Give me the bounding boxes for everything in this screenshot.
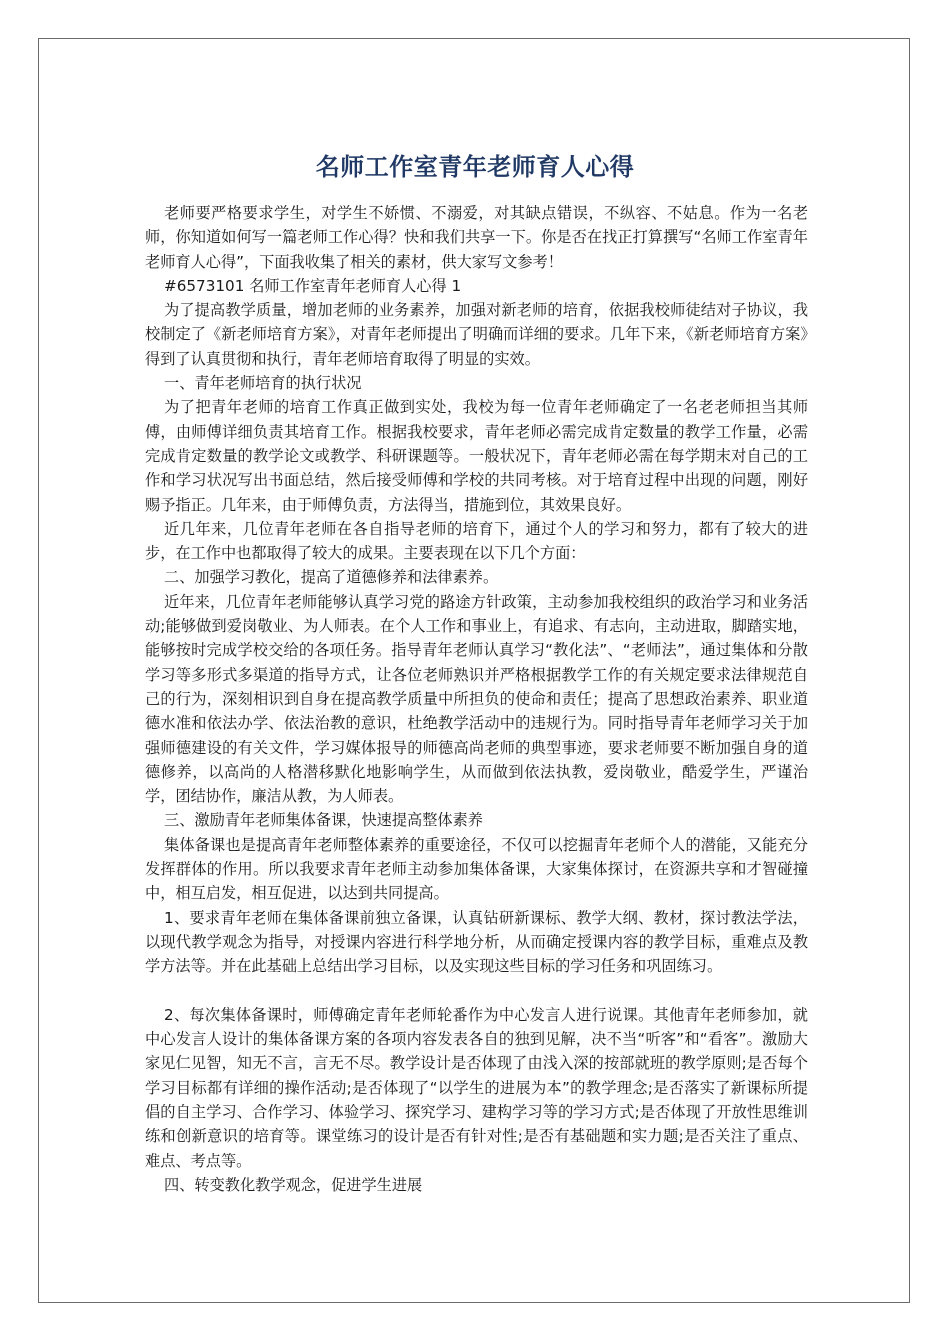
body-paragraph: 为了提高教学质量，增加老师的业务素养，加强对新老师的培育，依据我校师徒结对子协议，我校制定了《新老师培育方案》，对青年老师提出了明确而详细的要求。几年下来，《新老师培育方案》得到了认真贯彻和执行，青年老师培育取得了明显的实效。: [145, 301, 808, 368]
body-paragraph: 集体备课也是提高青年老师整体素养的重要途径，不仅可以挖掘青年老师个人的潜能，又能充分发挥群体的作用。所以我要求青年老师主动参加集体备课，大家集体探讨，在资源共享和才智碰撞中，相互启发，相互促进，以达到共同提高。: [145, 835, 808, 903]
body-paragraph: 近几年来，几位青年老师在各自指导老师的培育下，通过个人的学习和努力，都有了较大的进步，在工作中也都取得了较大的成果。主要表现在以下几个方面：: [145, 519, 808, 563]
article-heading: #6573101 名师工作室青年老师育人心得 1: [164, 276, 462, 295]
section-heading: 一、青年老师培育的执行状况: [164, 374, 362, 393]
numbered-paragraph: 2、每次集体备课时，师傅确定青年老师轮番作为中心发言人进行说课。其他青年老师参加，就中心发言人设计的集体备课方案的各项内容发表各自的独到见解，决不当“听客”和“看客”。激励大家见仁见智，知无不言，言无不尽。教学设计是否体现了由浅入深的按部就班的教学原则;是否每个学习目标都有详细的操作活动;是否体现了“以学生的进展为本”的教学理念;是否落实了新课标所提倡的自主学习、合作学习、体验学习、探究学习、建构学习等的学习方式;是否体现了开放性思维训练和创新意识的培育等。课堂练习的设计是否有针对性;是否有基础题和实力题;是否关注了重点、难点、考点等。: [145, 1005, 808, 1170]
section-heading: 二、加强学习教化，提高了道德修养和法律素养。: [164, 568, 499, 587]
body-paragraph: 为了把青年老师的培育工作真正做到实处，我校为每一位青年老师确定了一名老老师担当其师傅，由师傅详细负责其培育工作。根据我校要求，青年老师必需完成肯定数量的教学工作量，必需完成肯定数量的教学论文或教学、科研课题等。一般状况下，青年老师必需在每学期末对自己的工作和学习状况写出书面总结，然后接受师傅和学校的共同考核。对于培育过程中出现的问题，刚好赐予指正。几年来，由于师傅负责，方法得当，措施到位，其效果良好。: [145, 398, 808, 514]
document-title: 名师工作室青年老师育人心得: [315, 153, 635, 182]
section-heading: 三、激励青年老师集体备课，快速提高整体素养: [164, 811, 483, 830]
blank-line: [145, 979, 808, 1003]
document-body: [145, 201, 808, 1197]
numbered-paragraph: 1、要求青年老师在集体备课前独立备课，认真钻研新课标、教学大纲、教材，探讨教法学法，以现代教学观念为指导，对授课内容进行科学地分析，从而确定授课内容的教学目标，重难点及教学方法等。并在此基础上总结出学习目标，以及实现这些目标的学习任务和巩固练习。: [145, 908, 808, 976]
body-paragraph: 近年来，几位青年老师能够认真学习党的路途方针政策，主动参加我校组织的政治学习和业务活动;能够做到爱岗敬业、为人师表。在个人工作和事业上，有追求、有志向，主动进取，脚踏实地，能够按时完成学校交给的各项任务。指导青年老师认真学习“教化法”、“老师法”，通过集体和分散学习等多形式多渠道的指导方式，让各位老师熟识并严格根据教学工作的有关规定要求法律规范自己的行为，深刻相识到自身在提高教学质量中所担负的使命和责任；提高了思想政治素养、职业道德水准和依法办学、依法治教的意识，杜绝教学活动中的违规行为。同时指导青年老师学习关于加强师德建设的有关文件，学习媒体报导的师德高尚老师的典型事迹，要求老师要不断加强自身的道德修养，以高尚的人格潜移默化地影响学生，从而做到依法执教，爱岗敬业，酷爱学生，严谨治学，团结协作，廉洁从教，为人师表。: [145, 592, 808, 806]
section-heading: 四、转变教化教学观念，促进学生进展: [164, 1175, 423, 1194]
intro-paragraph: 老师要严格要求学生，对学生不娇惯、不溺爱，对其缺点错误，不纵容、不姑息。作为一名老师，你知道如何写一篇老师工作心得？快和我们共享一下。你是否在找正打算撰写“名师工作室青年老师育人心得”，下面我收集了相关的素材，供大家写文参考！: [145, 204, 808, 271]
